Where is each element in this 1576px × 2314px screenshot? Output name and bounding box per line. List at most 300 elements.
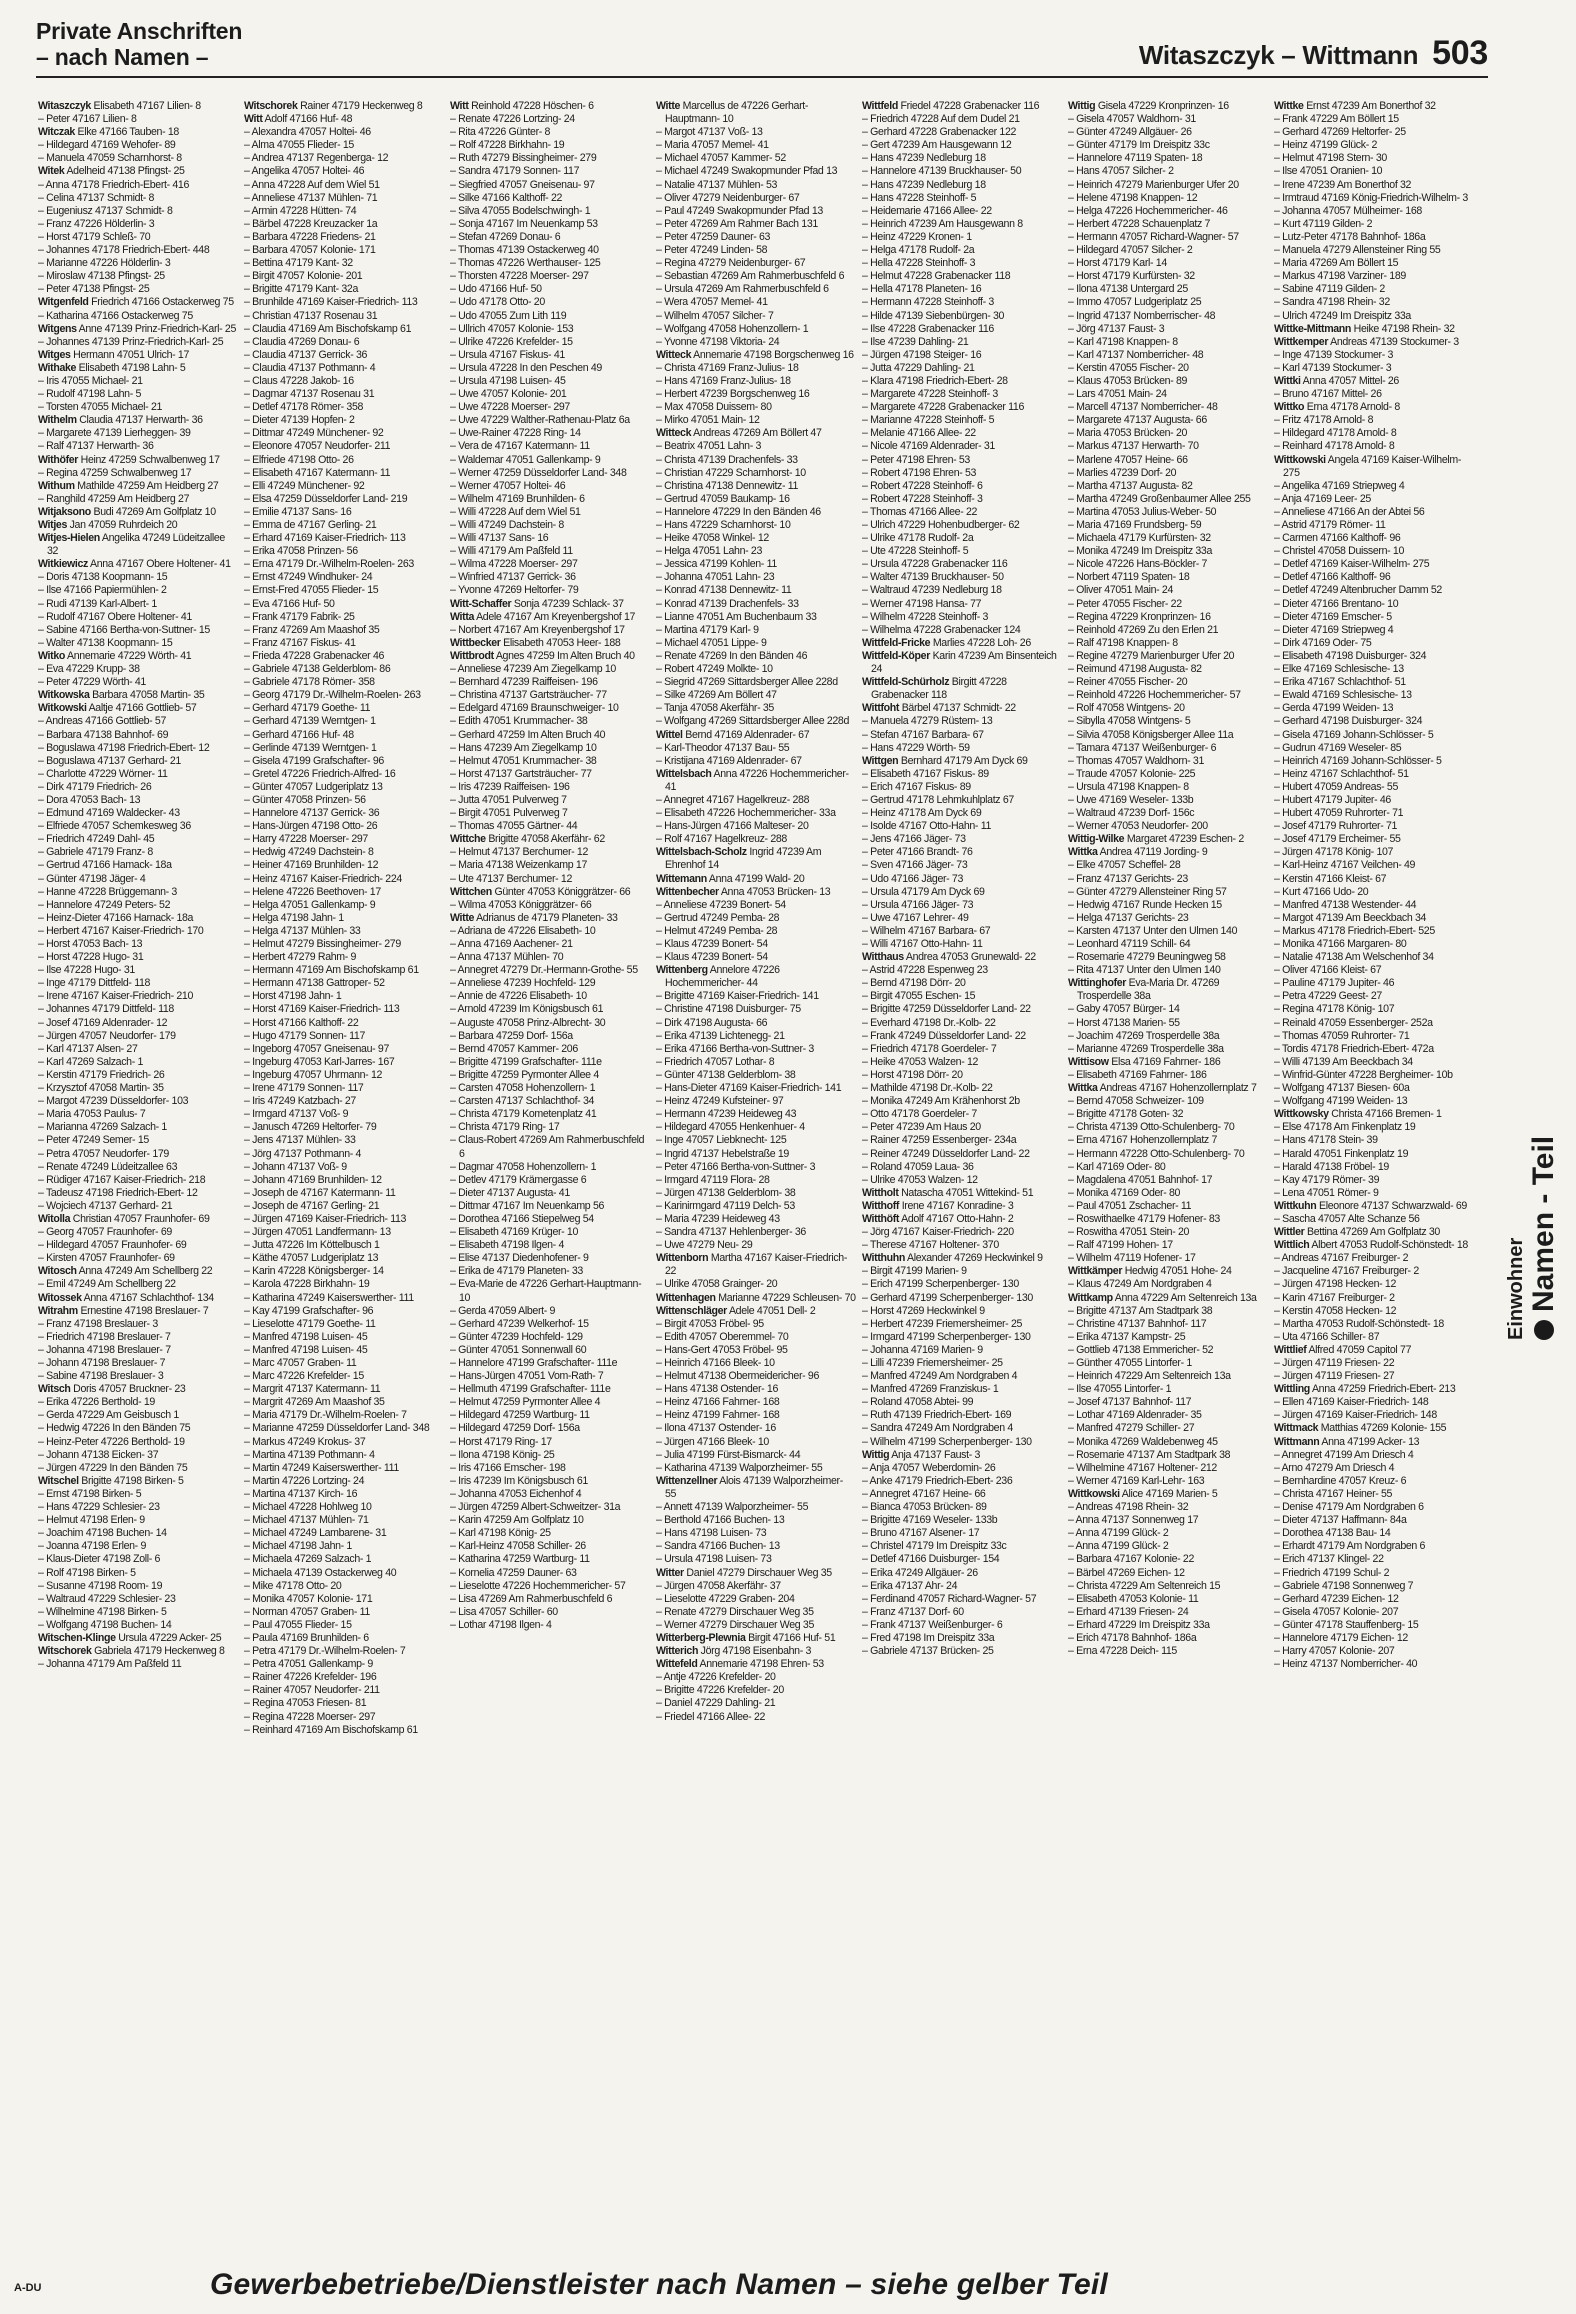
listing-entry (450, 729, 650, 742)
entry-details: – Reiner 47249 Düsseldorfer Land- 22 (862, 1147, 1030, 1160)
listing-entry (1068, 388, 1268, 401)
entry-details: – Regina 47178 König- 107 (1274, 1003, 1395, 1016)
listing-entry (38, 349, 238, 362)
listing-entry (1068, 493, 1268, 506)
edition-code: A-DU (14, 2282, 42, 2294)
listing-entry (1274, 1475, 1474, 1488)
entry-details: – Helga 47137 Mühlen- 33 (244, 924, 361, 937)
listing-entry (38, 977, 238, 990)
surname: Wittelsbach (656, 767, 712, 780)
entry-details: – Katharina 47259 Wartburg- 11 (450, 1553, 590, 1566)
surname: Wittche (450, 833, 486, 846)
entry-details: – Annegret 47199 Am Driesch 4 (1274, 1448, 1414, 1461)
entry-details: – Lothar 47169 Aldenrader- 35 (1068, 1409, 1202, 1422)
listing-entry (1068, 1462, 1268, 1475)
entry-details: – Ursula 47166 Jäger- 73 (862, 898, 974, 911)
entry-details: – Gudrun 47169 Weseler- 85 (1274, 741, 1402, 754)
entry-details: – Max 47058 Duissem- 80 (656, 401, 772, 414)
listing-entry (38, 179, 238, 192)
entry-details: – Johanna 47179 Am Paßfeld 11 (38, 1658, 182, 1671)
entry-details: – Karl 47198 Knappen- 8 (1068, 335, 1178, 348)
entry-details: – Pauline 47179 Jupiter- 46 (1274, 977, 1395, 990)
listing-entry (38, 257, 238, 270)
listing-entry (450, 1161, 650, 1174)
listing-entry (1068, 938, 1268, 951)
entry-details: – Erika 47139 Lichtenegg- 21 (656, 1029, 785, 1042)
entry-details: – Karin 47228 Königsberger- 14 (244, 1265, 384, 1278)
entry-details: Albert 47053 Rudolf-Schönstedt- 18 (1311, 1239, 1468, 1252)
listing-entry (1274, 1422, 1474, 1435)
listing-entry (450, 1318, 650, 1331)
entry-details: – Angelika 47169 Striepweg 4 (1274, 479, 1405, 492)
listing-entry (244, 192, 444, 205)
entry-details: – Annie de 47226 Elisabeth- 10 (450, 990, 587, 1003)
listing-entry (862, 833, 1062, 846)
entry-details: Adrianus de 47179 Planeten- 33 (476, 911, 618, 924)
listing-entry (1068, 218, 1268, 231)
entry-details: – Joseph de 47167 Katermann- 11 (244, 1186, 396, 1199)
entry-details: – Hannelore 47139 Bruckhauser- 50 (862, 165, 1022, 178)
listing-entry (38, 925, 238, 938)
entry-details: – Natalie 47138 Am Welschenhof 34 (1274, 951, 1434, 964)
entry-details: – Renate 47249 Lüdeitzallee 63 (38, 1160, 178, 1173)
listing-entry (244, 1658, 444, 1671)
listing-entry (244, 598, 444, 611)
entry-details: – Katharina 47166 Ostackerweg 75 (38, 309, 193, 322)
entry-details: – Franz 47269 Am Maashof 35 (244, 623, 380, 636)
entry-details: – Emilie 47137 Sans- 16 (244, 505, 352, 518)
listing-entry (1068, 1540, 1268, 1553)
entry-details: – Ursula 47179 Am Dyck 69 (862, 885, 985, 898)
listing-entry (656, 925, 856, 938)
entry-details: – Petra 47057 Neudorfer- 179 (38, 1147, 169, 1160)
listing-entry (1274, 912, 1474, 925)
entry-details: – Dittmar 47167 Im Neuenkamp 56 (450, 1199, 605, 1212)
listing-entry (862, 1357, 1062, 1370)
entry-details: – Brigitte 47137 Am Stadtpark 38 (1068, 1304, 1213, 1317)
entry-details: – Margarete 47139 Lierheggen- 39 (38, 427, 191, 440)
entry-details: – Edith 47051 Krummacher- 38 (450, 715, 588, 728)
entry-details: – Horst 47179 Schleß- 70 (38, 230, 151, 243)
entry-details: – Regina 47228 Moerser- 297 (244, 1710, 376, 1723)
surname: Witteck (656, 348, 692, 361)
entry-details: – Jürgen 47166 Bleek- 10 (656, 1435, 769, 1448)
listing-entry (244, 349, 444, 362)
listing-entry (862, 1619, 1062, 1632)
entry-details: – Elisabeth 47053 Kolonie- 11 (1068, 1592, 1199, 1605)
listing-entry (244, 545, 444, 558)
listing-entry (450, 755, 650, 768)
listing-entry (1068, 912, 1268, 925)
listing-column (38, 100, 244, 2244)
entry-details: Andreas 47269 Am Böllert 47 (693, 427, 822, 440)
listing-entry (656, 1174, 856, 1187)
entry-details: – Johannes 47179 Dittfeld- 118 (38, 1003, 174, 1016)
entry-details: – Renate 47269 In den Bänden 46 (656, 649, 808, 662)
entry-details: – Helene 47198 Knappen- 12 (1068, 191, 1198, 204)
entry-details: – Erna 47179 Dr.-Wilhelm-Roelen- 263 (244, 558, 414, 571)
entry-details: – Anneliese 47239 Hochfeld- 129 (450, 977, 596, 990)
listing-entry (244, 1265, 444, 1278)
surname: Wittkamp (1068, 1291, 1113, 1304)
listing-entry (244, 1501, 444, 1514)
entry-details: – Gisela 47057 Waldhorn- 31 (1068, 113, 1196, 126)
surname: Witkowski (38, 702, 87, 715)
listing-entry (1274, 218, 1474, 231)
listing-entry (450, 1357, 650, 1370)
listing-entry (1274, 1553, 1474, 1566)
surname: Wittkuhn (1274, 1199, 1317, 1212)
surname: Wittisow (1068, 1055, 1109, 1068)
entry-details: – Regina 47279 Neidenburger- 67 (656, 257, 806, 270)
entry-details: – Gretel 47226 Friedrich-Alfred- 16 (244, 767, 396, 780)
entry-details: – Elisabeth 47167 Fiskus- 89 (862, 767, 989, 780)
entry-details: – Lena 47051 Römer- 9 (1274, 1186, 1379, 1199)
entry-details: – Günter 47249 Allgäuer- 26 (1068, 126, 1192, 139)
entry-details: – Otto 47178 Goerdeler- 7 (862, 1108, 977, 1121)
entry-details: – Fred 47198 Im Dreispitz 33a (862, 1631, 995, 1644)
listing-entry (244, 205, 444, 218)
listing-entry (1274, 349, 1474, 362)
surname: Witjes (38, 519, 68, 531)
listing-entry (38, 519, 238, 532)
entry-details: – Anna 47199 Glück- 2 (1068, 1527, 1169, 1540)
surname: Witjes-Hielen (38, 532, 100, 545)
entry-details: – Annegret 47279 Dr.-Hermann-Grothe- 55 (450, 964, 638, 977)
entry-details: – Willi 47139 Am Beeckbach 34 (1274, 1055, 1413, 1068)
listing-entry (38, 1148, 238, 1161)
listing-entry (1274, 715, 1474, 728)
listing-entry (38, 323, 238, 336)
entry-details: Anna 47057 Mittel- 26 (1302, 374, 1399, 387)
entry-details: – Günter 47179 Im Dreispitz 33c (1068, 139, 1210, 152)
entry-details: – Johanna 47198 Breslauer- 7 (38, 1343, 171, 1356)
entry-details: Eleonore 47137 Schwarzwald- 69 (1319, 1199, 1467, 1212)
entry-details: – Hildegard 47178 Arnold- 8 (1274, 427, 1397, 440)
listing-entry (862, 192, 1062, 205)
listing-entry (862, 323, 1062, 336)
listing-entry (862, 270, 1062, 283)
listing-entry (450, 1108, 650, 1121)
entry-details: – Manfred 47269 Franziskus- 1 (862, 1383, 999, 1396)
listing-entry (1274, 1501, 1474, 1514)
entry-details: – Gerhard 47228 Grabenacker 122 (862, 126, 1017, 139)
listing-entry (1274, 1436, 1474, 1449)
listing-entry (38, 742, 238, 755)
entry-details: – Hannelore 47199 Grafschafter- 111e (450, 1357, 618, 1369)
listing-entry (450, 925, 650, 938)
entry-details: – Reinhard 47178 Arnold- 8 (1274, 440, 1395, 453)
listing-entry (862, 598, 1062, 611)
entry-details: – Marianne 47226 Hölderlin- 3 (38, 257, 171, 270)
listing-entry (38, 283, 238, 296)
entry-details: – Klaus 47249 Am Nordgraben 4 (1068, 1278, 1212, 1291)
entry-details: – Gottlieb 47138 Emmericher- 52 (1068, 1343, 1214, 1356)
entry-details: – Sandra 47249 Am Nordgraben 4 (862, 1422, 1013, 1435)
entry-details: – Norbert 47167 Am Kreyenbergshof 17 (450, 623, 625, 636)
listing-entry (862, 506, 1062, 519)
entry-details: – Jürgen 47119 Friesen- 22 (1274, 1357, 1395, 1369)
listing-entry (1274, 846, 1474, 859)
entry-details: – Leonhard 47119 Schill- 64 (1068, 938, 1191, 950)
entry-details: – Christa 47167 Heiner- 55 (1274, 1487, 1393, 1500)
listing-entry (1274, 113, 1474, 126)
listing-entry (38, 964, 238, 977)
listing-column (450, 100, 656, 2244)
entry-details: – Lutz-Peter 47178 Bahnhof- 186a (1274, 230, 1426, 243)
entry-details: – Hans 47229 Wörth- 59 (862, 741, 970, 754)
entry-details: – Werner 47057 Holtei- 46 (450, 479, 566, 492)
surname: Witterich (656, 1645, 699, 1658)
entry-details: – Anke 47179 Friedrich-Ebert- 236 (862, 1474, 1013, 1487)
entry-details: – Günter 47138 Gelderblom- 38 (656, 1068, 796, 1081)
entry-details: – Uta 47166 Schiller- 87 (1274, 1330, 1380, 1343)
entry-details: – Kerstin 47058 Hecken- 12 (1274, 1304, 1397, 1317)
listing-entry (656, 558, 856, 571)
listing-entry (656, 467, 856, 480)
listing-entry (1274, 375, 1474, 388)
listing-entry (656, 1593, 856, 1606)
listing-entry (38, 1056, 238, 1069)
listing-entry (1068, 1331, 1268, 1344)
listing-entry (656, 270, 856, 283)
listing-entry (38, 1318, 238, 1331)
entry-details: Friedel 47228 Grabenacker 116 (900, 100, 1040, 112)
listing-entry (1068, 231, 1268, 244)
entry-details: – Maria 47053 Paulus- 7 (38, 1108, 146, 1121)
listing-entry (1068, 283, 1268, 296)
listing-entry (244, 427, 444, 440)
listing-entry (244, 1619, 444, 1632)
listing-entry (244, 807, 444, 820)
listing-entry (862, 859, 1062, 872)
listing-entry (450, 323, 650, 336)
surname: Wittke-Mittmann (1274, 322, 1352, 335)
listing-entry (1274, 388, 1474, 401)
listing-entry (656, 1030, 856, 1043)
listing-entry (244, 1161, 444, 1174)
listing-entry (1068, 755, 1268, 768)
listing-entry (862, 310, 1062, 323)
listing-entry (1274, 820, 1474, 833)
entry-details: – Edelgard 47169 Braunschweiger- 10 (450, 702, 619, 715)
entry-details: – Brigitte 47199 Grafschafter- 111e (450, 1055, 602, 1068)
entry-details: – Erich 47137 Klingel- 22 (1274, 1553, 1384, 1566)
listing-entry (1274, 558, 1474, 571)
entry-details: – Heinrich 47229 Am Seltenreich 13a (1068, 1370, 1231, 1383)
listing-entry (244, 1724, 444, 1737)
listing-entry (1068, 1606, 1268, 1619)
entry-details: Bärbel 47137 Schmidt- 22 (901, 702, 1016, 715)
listing-entry (38, 1449, 238, 1462)
entry-details: – Detlev 47179 Krämergasse 6 (450, 1173, 587, 1186)
entry-details: – Willi 47249 Dachstein- 8 (450, 519, 564, 531)
listing-entry (656, 545, 856, 558)
listing-entry (450, 1069, 650, 1082)
entry-details: – Franz 47137 Gerichts- 23 (1068, 872, 1188, 885)
listing-entry (656, 624, 856, 637)
entry-details: Anne 47139 Prinz-Friedrich-Karl- 25 (78, 322, 236, 335)
entry-details: – Josef 47169 Aldenrader- 12 (38, 1016, 168, 1029)
listing-entry (244, 886, 444, 899)
listing-entry (1068, 571, 1268, 584)
entry-details: – Carmen 47166 Kalthoff- 96 (1274, 532, 1401, 545)
listing-entry (1068, 1174, 1268, 1187)
entry-details: – Rosemarie 47279 Beuningweg 58 (1068, 951, 1226, 964)
surname: Witschen-Klinge (38, 1631, 116, 1644)
entry-details: – Christina 47137 Gartsträucher- 77 (450, 689, 607, 702)
listing-entry (862, 205, 1062, 218)
listing-entry (1068, 349, 1268, 362)
entry-details: – Jessica 47199 Kohlen- 11 (656, 558, 777, 571)
listing-entry (656, 729, 856, 742)
listing-entry (38, 310, 238, 323)
listing-entry (450, 1488, 650, 1501)
entry-details: – Paula 47169 Brunhilden- 6 (244, 1631, 369, 1644)
entry-details: – Erna 47228 Deich- 115 (1068, 1645, 1177, 1658)
listing-entry (862, 1331, 1062, 1344)
listing-entry (450, 100, 650, 113)
listing-entry (862, 1161, 1062, 1174)
listing-entry (862, 1422, 1062, 1435)
listing-entry (1068, 1501, 1268, 1514)
entry-details: – Krzysztof 47058 Martin- 35 (38, 1082, 164, 1095)
surname: Wittenberg (656, 964, 708, 977)
surname: Wittkowsky (1274, 1108, 1329, 1121)
surname: Wittfeld-Köper (862, 649, 930, 662)
listing-entry (38, 571, 238, 584)
entry-details: – Helga 47178 Rudolf- 2a (862, 244, 975, 257)
entry-details: – Ralf 47198 Knappen- 8 (1068, 636, 1178, 649)
listing-entry (656, 755, 856, 768)
entry-details: – Heinrich 47169 Johann-Schlösser- 5 (1274, 754, 1442, 767)
surname: Wittchen (450, 885, 492, 898)
entry-details: – Wolfgang 47058 Hohenzollern- 1 (656, 322, 809, 335)
surname: Witosch (38, 1265, 77, 1278)
entry-details: – Silke 47166 Kalthoff- 22 (450, 191, 563, 204)
listing-entry (450, 1436, 650, 1449)
entry-details: – Friedrich 47198 Breslauer- 7 (38, 1330, 171, 1343)
listing-entry (244, 231, 444, 244)
listing-entry (656, 899, 856, 912)
entry-details: – Denise 47179 Am Nordgraben 6 (1274, 1501, 1424, 1514)
entry-details: Andreas 47167 Hohenzollernplatz 7 (1099, 1082, 1257, 1095)
surname: Wittler (1274, 1226, 1305, 1239)
listing-entry (1068, 1305, 1268, 1318)
listing-entry (244, 139, 444, 152)
listing-entry (1274, 427, 1474, 440)
entry-details: – Jutta 47229 Dahling- 21 (862, 361, 975, 374)
entry-details: – Peter 47166 Brandt- 76 (862, 846, 973, 859)
entry-details: – Alma 47055 Flieder- 15 (244, 139, 354, 152)
entry-details: – Gertrud 47059 Baukamp- 16 (656, 492, 790, 505)
listing-entry (244, 1108, 444, 1121)
listing-entry (656, 414, 856, 427)
listing-entry (1274, 100, 1474, 113)
listing-entry (450, 231, 650, 244)
entry-details: – Norman 47057 Graben- 11 (244, 1605, 370, 1618)
entry-details: – Dittmar 47249 Münchener- 92 (244, 427, 384, 440)
entry-details: – Anna 47228 Auf dem Wiel 51 (244, 178, 380, 191)
listing-entry (244, 414, 444, 427)
entry-details: – Sibylla 47058 Wintgens- 5 (1068, 715, 1191, 728)
entry-details: Elke 47166 Tauben- 18 (77, 126, 179, 139)
listing-entry (450, 1200, 650, 1213)
listing-entry (862, 729, 1062, 742)
entry-details: – Rudolf 47198 Lahn- 5 (38, 388, 142, 401)
listing-entry (1274, 833, 1474, 846)
entry-details: – Heinrich 47239 Am Hausgewann 8 (862, 217, 1023, 230)
entry-details: – Jens 47137 Mühlen- 33 (244, 1134, 356, 1147)
entry-details: – Gerhard 47239 Welkerhof- 15 (450, 1317, 589, 1330)
listing-entry (450, 440, 650, 453)
listing-entry (862, 179, 1062, 192)
listing-entry (1274, 506, 1474, 519)
listing-entry (244, 362, 444, 375)
listing-entry (1068, 454, 1268, 467)
entry-details: – Adriana de 47226 Elisabeth- 10 (450, 924, 596, 937)
listing-entry (38, 1226, 238, 1239)
listing-entry (450, 1344, 650, 1357)
listing-entry (38, 493, 238, 506)
entry-details: – Erika 47226 Berthold- 19 (38, 1396, 155, 1409)
listing-entry (244, 152, 444, 165)
entry-details: – Andreas 47167 Freiburger- 2 (1274, 1252, 1409, 1265)
entry-details: Marcellus de 47226 Gerhart-Hauptmann- 10 (665, 100, 809, 126)
listing-entry (1274, 1095, 1474, 1108)
listing-entry (1274, 899, 1474, 912)
listing-entry (450, 676, 650, 689)
entry-details: – Janusch 47269 Heltorfer- 79 (244, 1121, 377, 1134)
entry-details: – Werner 47279 Dirschauer Weg 35 (656, 1618, 815, 1631)
listing-entry (862, 1436, 1062, 1449)
surname: Wittmann (1274, 1435, 1320, 1448)
entry-details: – Katharina 47139 Walporzheimer- 55 (656, 1461, 823, 1474)
entry-details: – Wilma 47228 Moerser- 297 (450, 558, 578, 571)
entry-details: – Margarete 47228 Steinhoff- 3 (862, 388, 998, 401)
entry-details: – Reiner 47055 Fischer- 20 (1068, 676, 1188, 689)
listing-entry (862, 126, 1062, 139)
entry-details: – Brigitte 47169 Kaiser-Friedrich- 141 (656, 990, 819, 1003)
listing-entry (862, 925, 1062, 938)
listing-entry (244, 1187, 444, 1200)
entry-details: – Wolfgang 47137 Biesen- 60a (1274, 1082, 1410, 1095)
bullet-icon (1534, 1320, 1554, 1340)
entry-details: – Rolf 47058 Wintgens- 20 (1068, 702, 1185, 715)
entry-details: – Birgit 47051 Pulverweg 7 (450, 807, 568, 820)
entry-details: – Dorothea 47138 Bau- 14 (1274, 1527, 1391, 1540)
listing-entry (244, 1200, 444, 1213)
listing-entry (38, 152, 238, 165)
listing-entry (1274, 663, 1474, 676)
entry-details: – Peter 47167 Lilien- 8 (38, 113, 137, 126)
entry-details: – Harry 47057 Kolonie- 207 (1274, 1645, 1395, 1658)
entry-details: – Immo 47057 Ludgeriplatz 25 (1068, 296, 1202, 309)
listing-entry (38, 244, 238, 257)
listing-entry (244, 1684, 444, 1697)
listing-entry (38, 1658, 238, 1671)
name-range: Witaszczyk – Wittmann (1138, 40, 1419, 70)
entry-details: – Wera 47057 Memel- 41 (656, 296, 768, 309)
listing-entry (1068, 584, 1268, 597)
listing-entry (862, 807, 1062, 820)
listing-entry (656, 519, 856, 532)
entry-details: – Eva-Marie de 47226 Gerhart-Hauptmann- 10 (450, 1278, 642, 1304)
listing-entry (450, 899, 650, 912)
entry-details: – Margot 47137 Voß- 13 (656, 126, 763, 139)
surname: Witterberg-Plewnia (656, 1631, 746, 1644)
entry-details: – Claudia 47269 Donau- 6 (244, 335, 360, 348)
